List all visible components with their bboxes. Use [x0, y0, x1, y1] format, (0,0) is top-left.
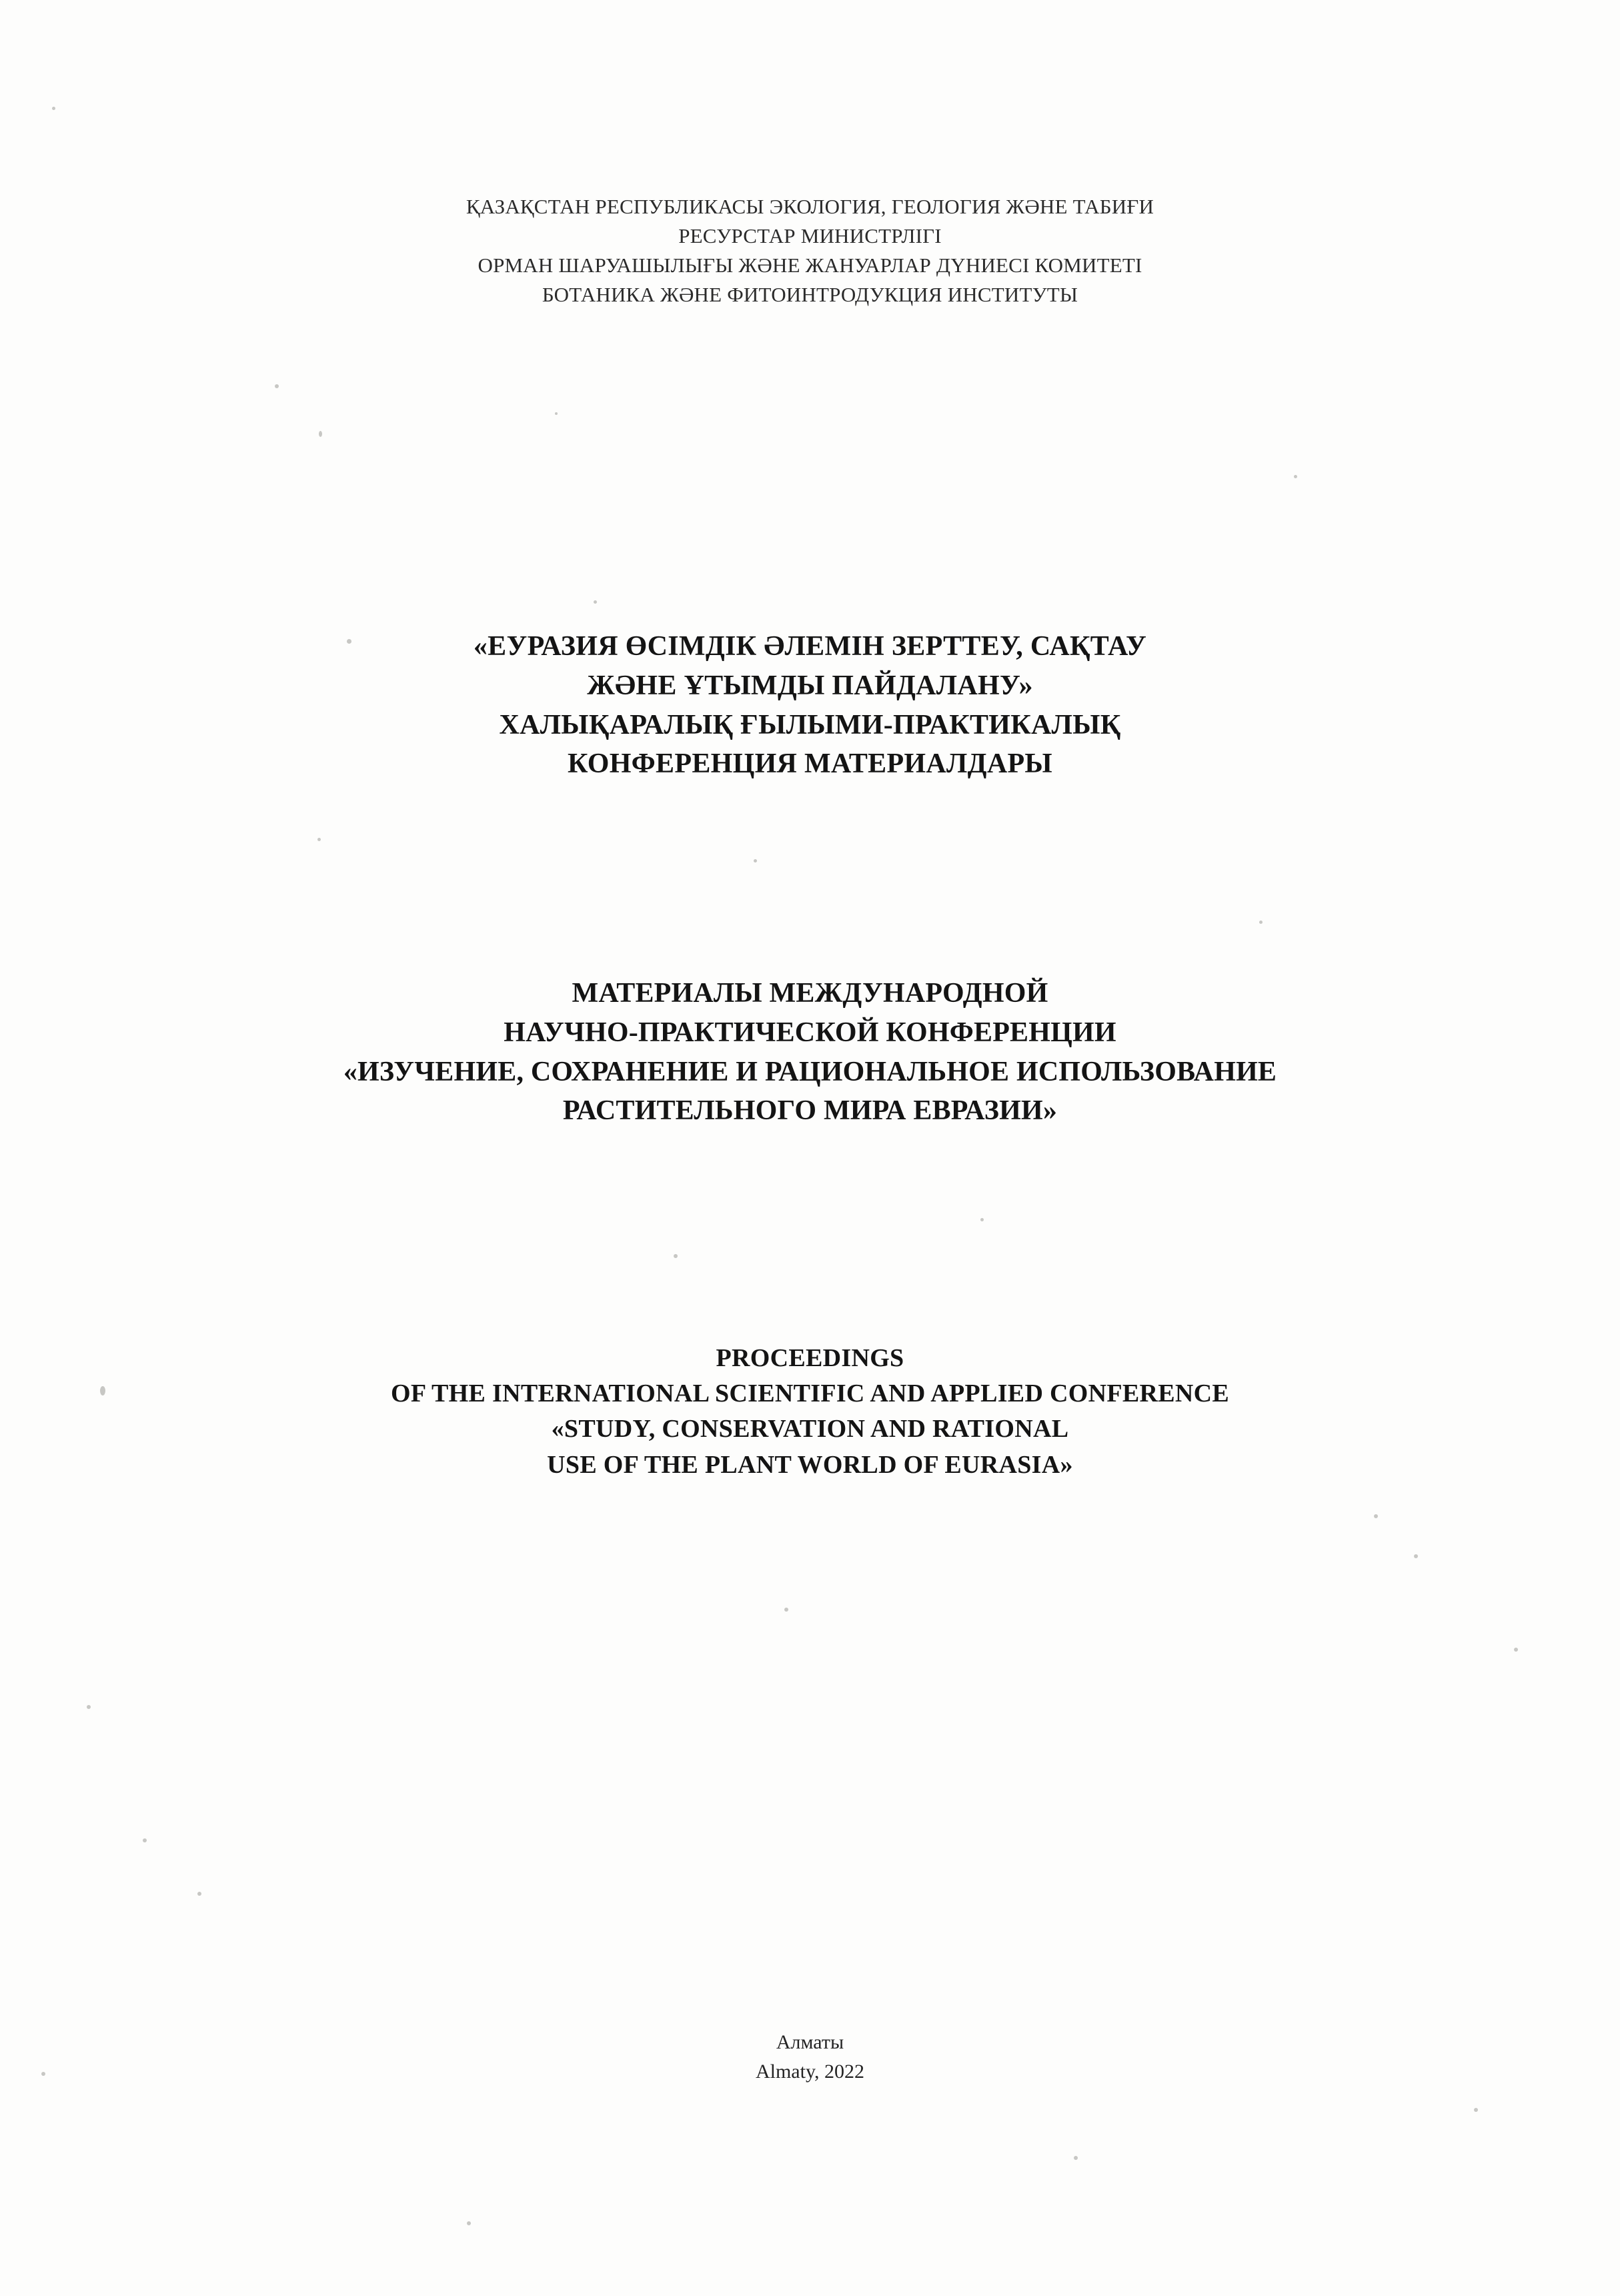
ministry-header: [0, 192, 1620, 310]
kazakh-title: [0, 627, 1620, 784]
scan-speck: [754, 859, 757, 863]
scan-speck: [1259, 921, 1263, 924]
english-title: [0, 1341, 1620, 1483]
scan-speck: [1414, 1554, 1418, 1558]
imprint-city: Алматы: [776, 2031, 844, 2053]
scan-speck: [980, 1218, 984, 1221]
scan-speck: [52, 107, 55, 110]
scan-speck: [87, 1705, 91, 1709]
english-title-line: PROCEEDINGS: [716, 1344, 904, 1372]
scan-speck: [467, 2221, 471, 2225]
english-title-line: OF THE INTERNATIONAL SCIENTIFIC AND APPLIED CONFERENCE: [390, 1379, 1230, 1408]
scan-speck: [197, 1892, 201, 1896]
scan-speck: [555, 412, 558, 415]
scan-speck: [594, 600, 597, 604]
scan-speck: [317, 838, 321, 841]
kazakh-title-line: ЖӘНЕ ҰТЫМДЫ ПАЙДАЛАНУ»: [587, 670, 1033, 701]
kazakh-title-line: ХАЛЫҚАРАЛЫҚ ҒЫЛЫМИ-ПРАКТИКАЛЫҚ: [499, 709, 1121, 740]
scan-speck: [1514, 1648, 1518, 1652]
scan-speck: [275, 384, 279, 388]
ministry-header-line: ҚАЗАҚСТАН РЕСПУБЛИКАСЫ ЭКОЛОГИЯ, ГЕОЛОГИЯ ЖӘНЕ ТАБИҒИ: [466, 195, 1154, 218]
russian-title-line: РАСТИТЕЛЬНОГО МИРА ЕВРАЗИИ»: [562, 1095, 1058, 1127]
english-title-line: USE OF THE PLANT WORLD OF EURASIA»: [547, 1450, 1073, 1479]
scan-speck: [143, 1838, 147, 1842]
ministry-header-line: ОРМАН ШАРУАШЫЛЫҒЫ ЖӘНЕ ЖАНУАРЛАР ДҮНИЕСІ КОМИТЕТІ: [478, 253, 1142, 277]
imprint-city-year: Almaty, 2022: [755, 2060, 865, 2083]
ministry-header-line: РЕСУРСТАР МИНИСТРЛІГІ: [678, 224, 942, 248]
imprint: [0, 2028, 1620, 2086]
english-title-line: «STUDY, CONSERVATION AND RATIONAL: [551, 1415, 1069, 1444]
russian-title-line: МАТЕРИАЛЫ МЕЖДУНАРОДНОЙ: [572, 978, 1048, 1009]
russian-title-line: НАУЧНО-ПРАКТИЧЕСКОЙ КОНФЕРЕНЦИИ: [504, 1017, 1116, 1048]
ministry-header-line: БОТАНИКА ЖӘНЕ ФИТОИНТРОДУКЦИЯ ИНСТИТУТЫ: [542, 283, 1078, 307]
kazakh-title-line: «ЕУРАЗИЯ ӨСІМДІК ӘЛЕМІН ЗЕРТТЕУ, САҚТАУ: [473, 631, 1147, 662]
scan-speck: [674, 1254, 678, 1258]
scan-speck: [1474, 2108, 1478, 2112]
russian-title: [0, 974, 1620, 1131]
scan-speck: [319, 431, 322, 437]
scan-speck: [1294, 475, 1297, 478]
scan-speck: [1074, 2156, 1078, 2160]
scan-speck: [1374, 1514, 1378, 1518]
russian-title-line: «ИЗУЧЕНИЕ, СОХРАНЕНИЕ И РАЦИОНАЛЬНОЕ ИСПОЛЬЗОВАНИЕ: [343, 1056, 1277, 1087]
scan-speck: [784, 1608, 788, 1612]
kazakh-title-line: КОНФЕРЕНЦИЯ МАТЕРИАЛДАРЫ: [568, 748, 1052, 780]
